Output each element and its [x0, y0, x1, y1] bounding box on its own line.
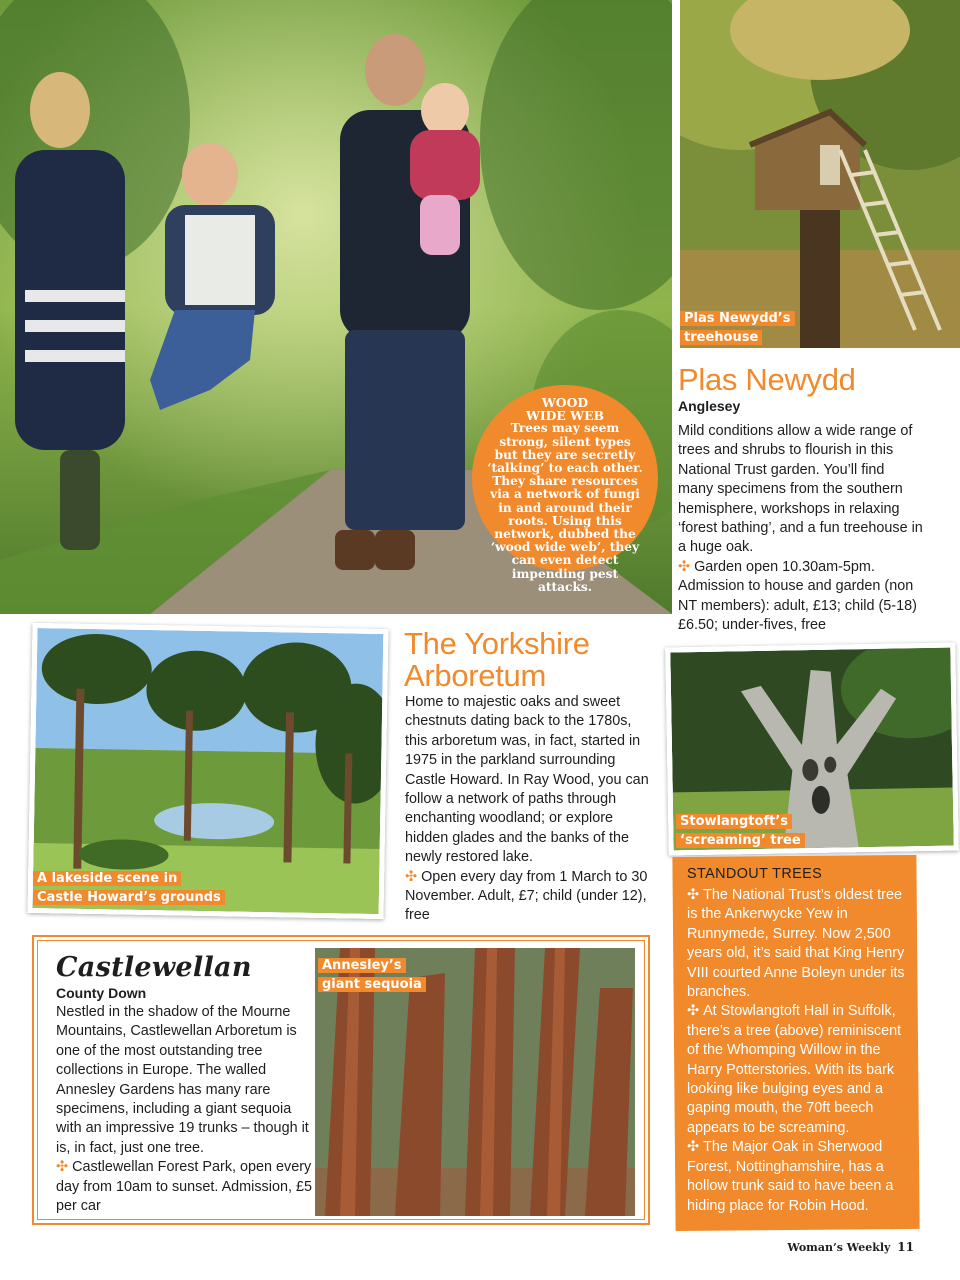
four-leaf-bullet-icon: ✣ — [687, 887, 700, 903]
wood-wide-web-title-2: WIDE WEB — [525, 408, 605, 424]
list-item: ✣ At Stowlangtoft Hall in Suffolk, there’s a tree (above) reminiscent of the Whomping Willow in the Harry Potterstories. With its bark looking like bulging eyes and a gaping mouth, the 70ft beech appears to be screaming. — [687, 1003, 902, 1136]
screaming-tree-caption-line-1: Stowlangtoft’s — [676, 814, 792, 829]
castlewellan-title: Castlewellan — [56, 952, 252, 983]
yorkshire-body — [405, 693, 655, 926]
plas-newydd-description: Mild conditions allow a wide range of trees and shrubs to flourish in this National Trust garden. You’ll find many specimens from the southern hemisphere, workshops in relaxing ‘forest bathing’, and a fun treehouse in a huge oak. — [678, 423, 923, 556]
castle-howard-caption — [33, 869, 225, 907]
four-leaf-bullet-icon: ✣ — [687, 1003, 700, 1020]
plas-newydd-location: Anglesey — [678, 398, 741, 414]
yorkshire-title-line-1: The Yorkshire — [404, 626, 590, 661]
screaming-tree-caption — [676, 812, 805, 850]
castlewellan-info: Castlewellan Forest Park, open every day from 10am to sunset. Admission, £5 per car — [56, 1159, 312, 1215]
standout-trees-title: STANDOUT TREES — [687, 866, 823, 882]
plas-newydd-body — [678, 422, 923, 635]
list-item: ✣ The National Trust’s oldest tree is the Ankerwycke Yew in Runnymede, Surrey. Now 2,500 years old, it’s said that King Henry VIII courted Anne Boleyn under its branches. — [687, 887, 905, 1001]
four-leaf-bullet-icon: ✣ — [405, 868, 418, 885]
castlewellan-body — [56, 1003, 312, 1216]
yorkshire-info: Open every day from 1 March to 30 November. Adult, £7; child (under 12), free — [405, 868, 648, 924]
four-leaf-bullet-icon: ✣ — [687, 1139, 700, 1156]
castle-howard-caption-line-1: A lakeside scene in — [33, 871, 181, 886]
standout-trees-list — [687, 886, 912, 1216]
four-leaf-bullet-icon: ✣ — [678, 558, 691, 575]
treehouse-caption — [680, 309, 795, 347]
treehouse-photo — [680, 0, 960, 348]
sequoia-caption — [318, 956, 426, 994]
sequoia-caption-line-1: Annesley’s — [318, 958, 406, 973]
treehouse-caption-line-1: Plas Newydd’s — [680, 311, 795, 326]
wood-wide-web-callout — [472, 385, 658, 594]
yorkshire-arboretum-title — [404, 628, 590, 692]
castle-howard-caption-line-2: Castle Howard’s grounds — [33, 890, 225, 905]
page-number: 11 — [897, 1240, 914, 1254]
sequoia-caption-line-2: giant sequoia — [318, 977, 426, 992]
castlewellan-location: County Down — [56, 985, 147, 1001]
list-item: ✣ The Major Oak in Sherwood Forest, Nottinghamshire, has a hollow trunk said to have been a hiding place for Robin Hood. — [687, 1139, 894, 1214]
wood-wide-web-title-1: WOOD — [541, 395, 589, 410]
wood-wide-web-text: Trees may seem strong, silent types but they are secretly ‘talking’ to each other. They share resources via a network of fungi in and around their roots. Using this network, dubbed the ‘wood wide web’, they can even detect impending pest attacks. — [487, 421, 643, 594]
page-footer — [787, 1240, 914, 1254]
screaming-tree-caption-line-2: ‘screaming’ tree — [676, 833, 805, 848]
yorkshire-title-line-2: Arboretum — [404, 658, 547, 693]
four-leaf-bullet-icon: ✣ — [56, 1159, 69, 1176]
castlewellan-description: Nestled in the shadow of the Mourne Mountains, Castlewellan Arboretum is one of the most outstanding tree collections in Europe. The walled Annesley Gardens has many rare specimens, including a giant sequoia with an impressive 19 trunks – though it is, in fact, just one tree. — [56, 1004, 309, 1156]
plas-newydd-title: Plas Newydd — [678, 362, 856, 397]
treehouse-caption-line-2: treehouse — [680, 330, 762, 345]
magazine-name: Woman’s Weekly — [787, 1241, 891, 1254]
plas-newydd-info: Garden open 10.30am-5pm. Admission to house and garden (non NT members): adult, £13; child (5-18) £6.50; under-fives, free — [678, 558, 917, 634]
yorkshire-description: Home to majestic oaks and sweet chestnuts dating back to the 1780s, this arboretum was, in fact, started in 1975 in the parkland surrounding Castle Howard. In Ray Wood, you can follow a network of paths through enchanting woodland; or explore hidden glades and the banks of the newly restored lake. — [405, 694, 649, 866]
